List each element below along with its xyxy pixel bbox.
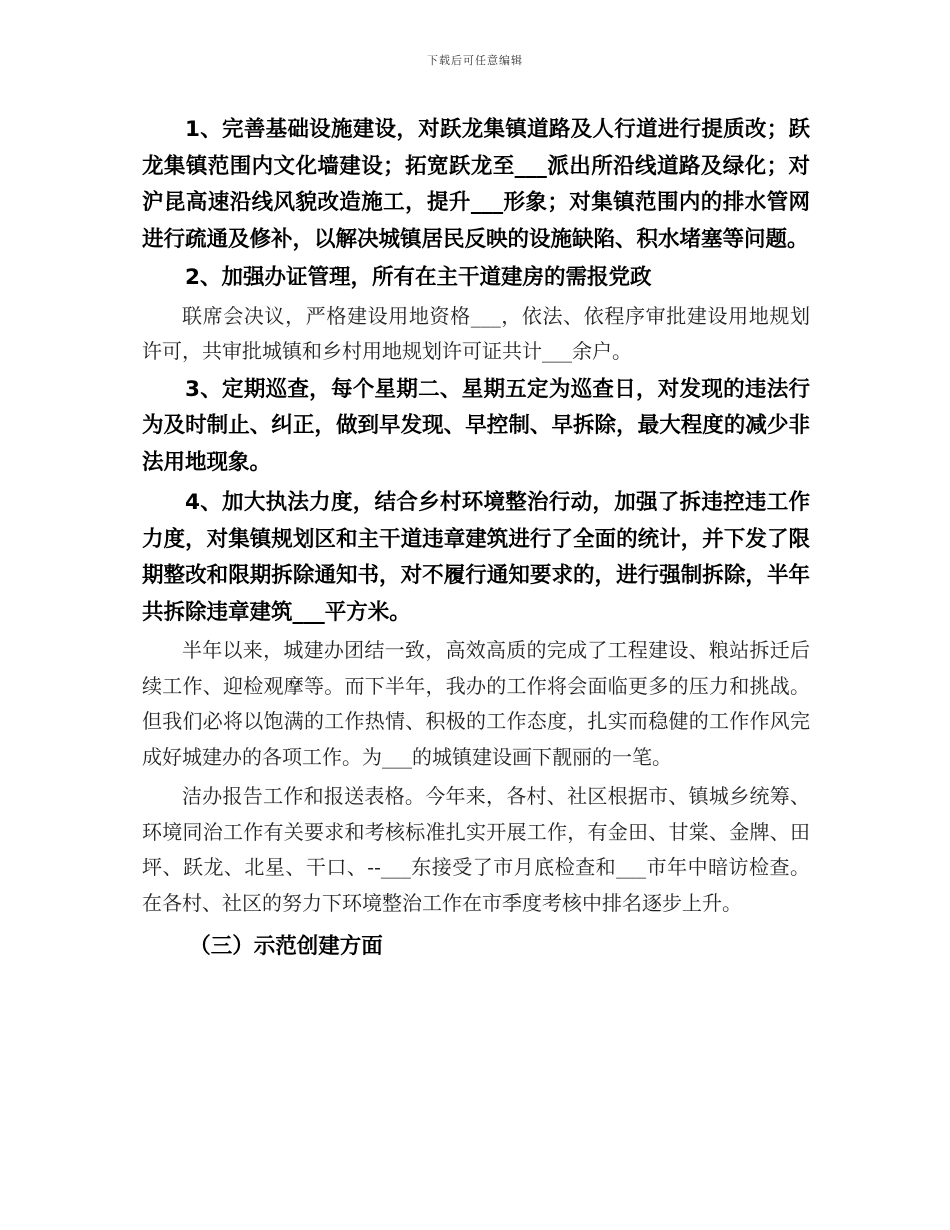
section-heading: （三）示范创建方面 xyxy=(189,934,383,959)
paragraph-item-2-continued: 联席会决议，严格建设用地资格___，依法、依程序审批建设用地规划许可，共审批城镇和乡村用地规划许可证共计___余户。 xyxy=(142,303,810,363)
paragraph-environment-report: 洁办报告工作和报送表格。今年来，各村、社区根据市、镇城乡统筹、环境同治工作有关要求和考核标准扎实开展工作，有金田、甘棠、金牌、田坪、跃龙、北星、干口、--___东接受了市月底检查和___市年中暗访检查。在各村、社区的努力下环境整治工作在市季度考核中排名逐步上升。 xyxy=(142,784,810,915)
paragraph-item-1: 1、完善基础设施建设，对跃龙集镇道路及人行道进行提质改；跃龙集镇范围内文化墙建设；拓宽跃龙至___派出所沿线道路及绿化；对沪昆高速沿线风貌改造施工，提升___形象；对集镇范围内的排水管网进行疏通及修补，以解决城镇居民反映的设施缺陷、积水堵塞等问题。 xyxy=(142,117,810,252)
paragraph-item-2: 2、加强办证管理，所有在主干道建房的需报党政 xyxy=(185,265,652,290)
document-body xyxy=(142,112,810,966)
paragraph-item-3: 3、定期巡查，每个星期二、星期五定为巡查日，对发现的违法行为及时制止、纠正，做到早发现、早控制、早拆除，最大程度的减少非法用地现象。 xyxy=(142,376,810,475)
page-header: 下载后可任意编辑 xyxy=(427,54,523,67)
paragraph-item-4: 4、加大执法力度，结合乡村环境整治行动，加强了拆违控违工作力度，对集镇规划区和主干道违章建筑进行了全面的统计，并下发了限期整改和限期拆除通知书，对不履行通知要求的，进行强制拆除，半年共拆除违章建筑___平方米。 xyxy=(142,490,810,625)
paragraph-half-year-summary: 半年以来，城建办团结一致，高效高质的完成了工程建设、粮站拆迁后续工作、迎检观摩等。而下半年，我办的工作将会面临更多的压力和挑战。但我们必将以饱满的工作热情、积极的工作态度，扎实而稳健的工作作风完成好城建办的各项工作。为___的城镇建设画下靓丽的一笔。 xyxy=(142,638,810,769)
